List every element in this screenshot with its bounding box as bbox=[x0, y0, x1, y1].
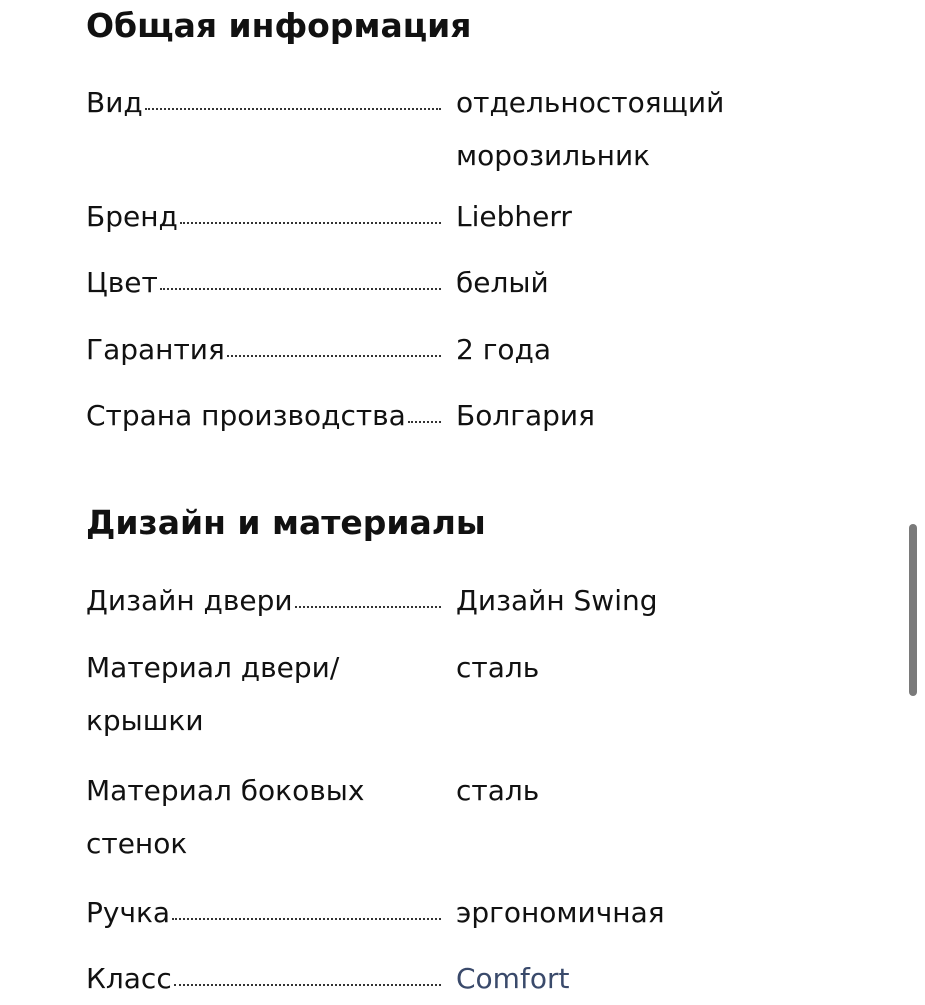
spec-value: Болгария bbox=[456, 399, 595, 432]
spec-value: 2 года bbox=[456, 333, 552, 366]
dotted-leader bbox=[295, 605, 441, 608]
dotted-leader bbox=[145, 107, 441, 110]
section-title: Дизайн и материалы bbox=[86, 503, 486, 542]
class-link[interactable]: Comfort bbox=[456, 962, 570, 995]
spec-list-design bbox=[86, 574, 816, 999]
dotted-leader bbox=[180, 221, 441, 224]
spec-name: Гарантия bbox=[86, 333, 225, 366]
spec-value: Liebherr bbox=[456, 200, 572, 233]
dotted-leader bbox=[408, 420, 441, 423]
spec-value: Дизайн Swing bbox=[456, 584, 658, 617]
spec-name: Дизайн двери bbox=[86, 584, 293, 617]
spec-name: Цвет bbox=[86, 266, 158, 299]
spec-name: Материал двери/ крышки bbox=[86, 651, 340, 737]
spec-name: Вид bbox=[86, 86, 143, 119]
spec-value: сталь bbox=[456, 774, 540, 807]
dotted-leader bbox=[227, 354, 441, 357]
spec-value: белый bbox=[456, 266, 549, 299]
spec-name: Бренд bbox=[86, 200, 178, 233]
section-general-info bbox=[86, 3, 816, 49]
spec-list-general bbox=[86, 76, 816, 456]
section-title: Общая информация bbox=[86, 6, 472, 45]
spec-name: Страна производства bbox=[86, 399, 406, 432]
spec-value: отдельностоящий морозильник bbox=[456, 86, 725, 172]
section-design-materials bbox=[86, 500, 816, 546]
spec-name: Класс bbox=[86, 962, 172, 995]
spec-value: сталь bbox=[456, 651, 540, 684]
dotted-leader bbox=[172, 917, 441, 920]
spec-value: эргономичная bbox=[456, 896, 665, 929]
scrollbar-thumb[interactable] bbox=[909, 524, 917, 696]
dotted-leader bbox=[160, 287, 441, 290]
spec-name: Материал боковых стенок bbox=[86, 774, 365, 860]
spec-name: Ручка bbox=[86, 896, 171, 929]
dotted-leader bbox=[174, 983, 441, 986]
